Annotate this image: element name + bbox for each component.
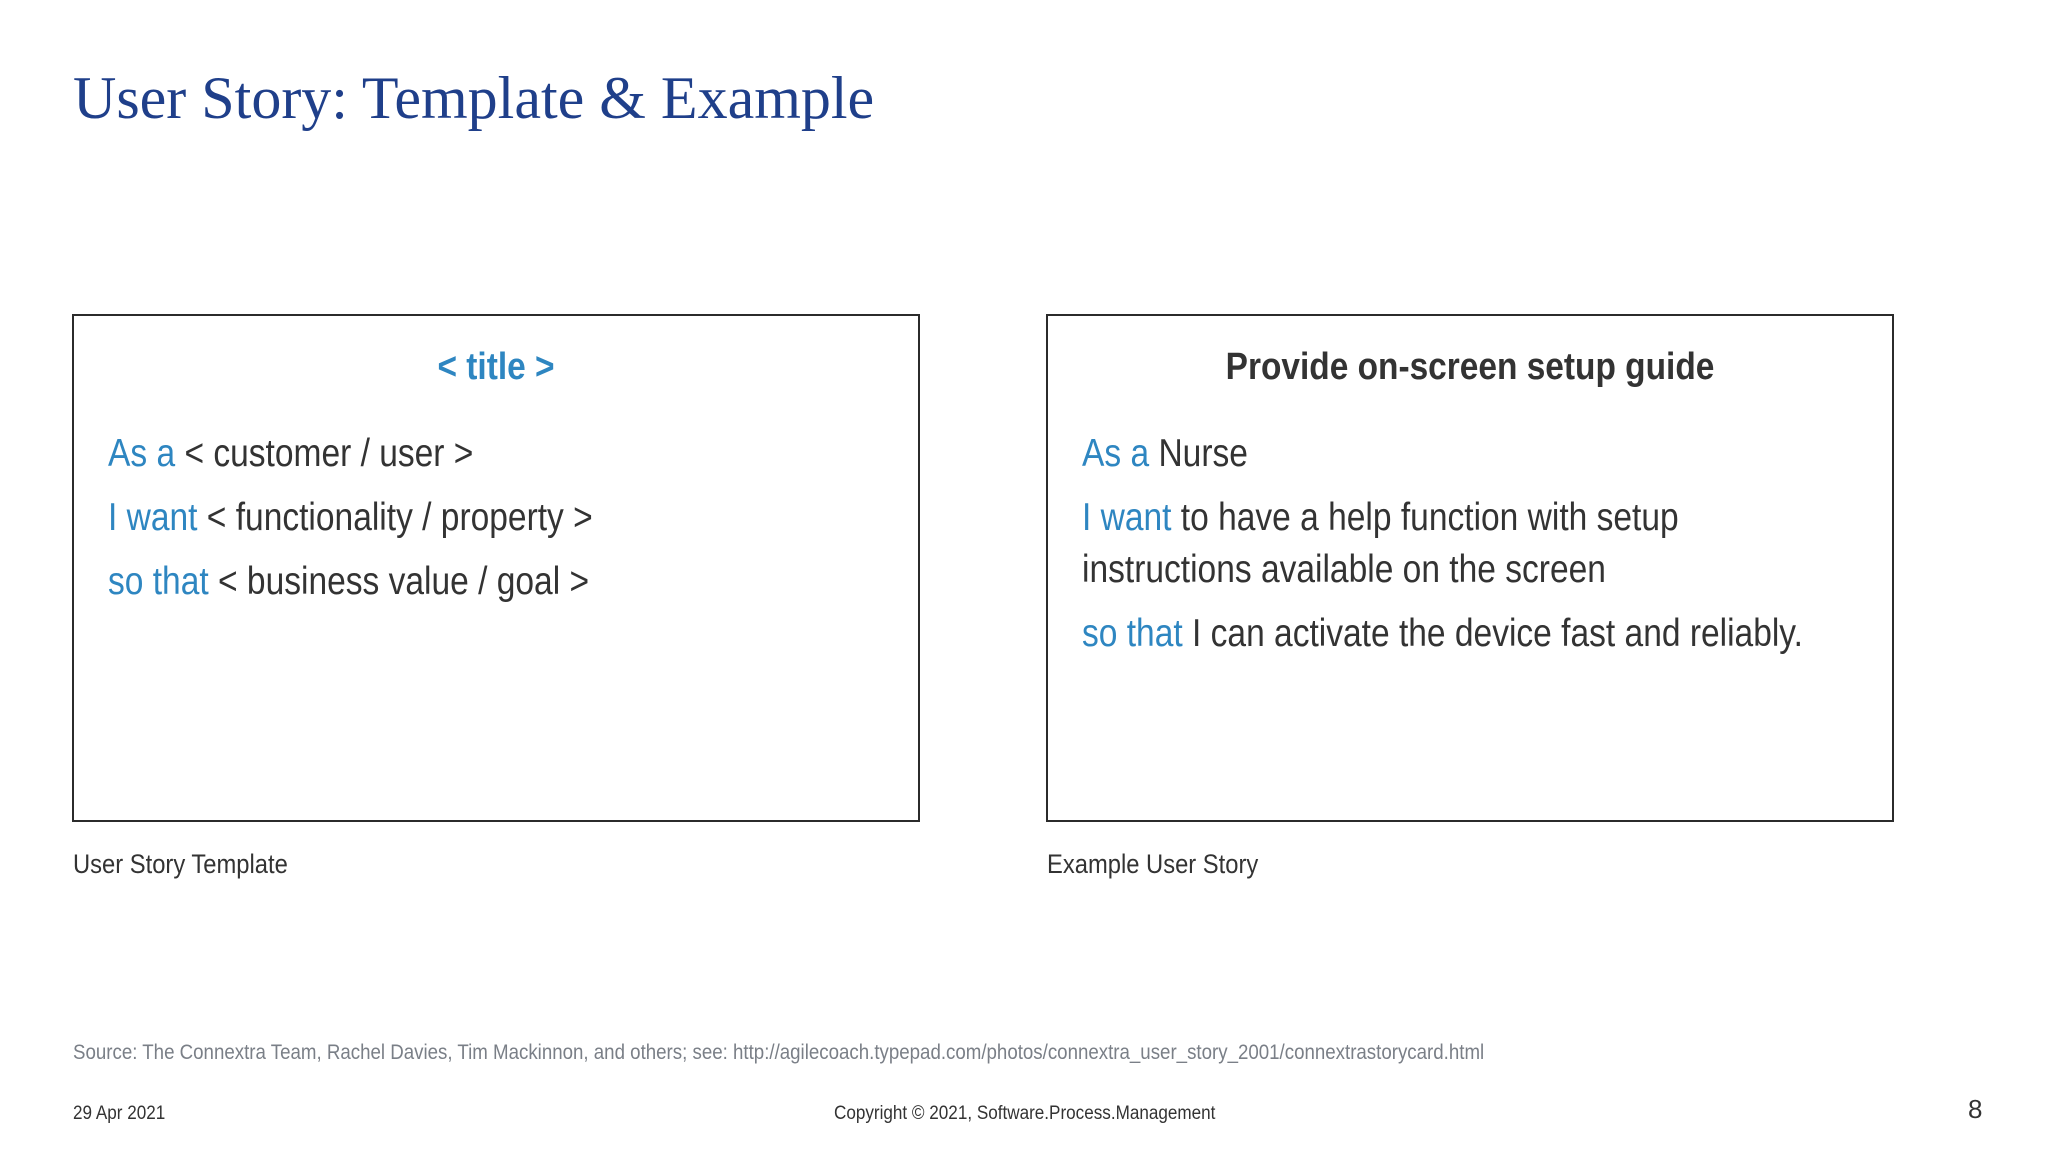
page-number: 8 (1968, 1094, 1983, 1124)
keyword-as-a: As a (108, 432, 176, 475)
example-want: to have a help function with setup (1171, 496, 1679, 539)
example-line-want (1082, 492, 1847, 544)
template-line-want (108, 492, 873, 544)
example-line-want-continued: instructions available on the screen (1082, 548, 1606, 591)
example-card (1046, 314, 1894, 822)
placeholder-functionality: < functionality / property > (197, 496, 593, 539)
template-card (72, 314, 920, 822)
source-note: Source: The Connextra Team, Rachel Davies, Tim Mackinnon, and others; see: http://agilecoach.typepad.com/photos/connextra_user_story_2001/connextrastorycard.html (73, 1041, 1485, 1064)
example-benefit: I can activate the device fast and reliably. (1182, 612, 1803, 655)
example-card-title: Provide on-screen setup guide (1225, 346, 1715, 388)
slide-title: User Story: Template & Example (73, 65, 875, 131)
example-card-body (1082, 428, 1847, 672)
example-role: Nurse (1149, 432, 1248, 475)
template-card-title: < title > (437, 346, 555, 388)
template-line-benefit (108, 556, 873, 608)
placeholder-role: < customer / user > (175, 432, 474, 475)
template-line-role (108, 428, 873, 480)
placeholder-value: < business value / goal > (208, 560, 590, 603)
keyword-so-that: so that (108, 560, 209, 603)
template-card-body (108, 428, 873, 620)
keyword-as-a: As a (1082, 432, 1150, 475)
template-caption: User Story Template (73, 849, 288, 879)
example-line-benefit (1082, 608, 1847, 660)
example-caption: Example User Story (1047, 849, 1259, 879)
footer-date: 29 Apr 2021 (73, 1103, 166, 1124)
footer-copyright: Copyright © 2021, Software.Process.Management (834, 1103, 1216, 1124)
example-line-role (1082, 428, 1847, 480)
keyword-i-want: I want (1082, 496, 1172, 539)
keyword-i-want: I want (108, 496, 198, 539)
keyword-so-that: so that (1082, 612, 1183, 655)
